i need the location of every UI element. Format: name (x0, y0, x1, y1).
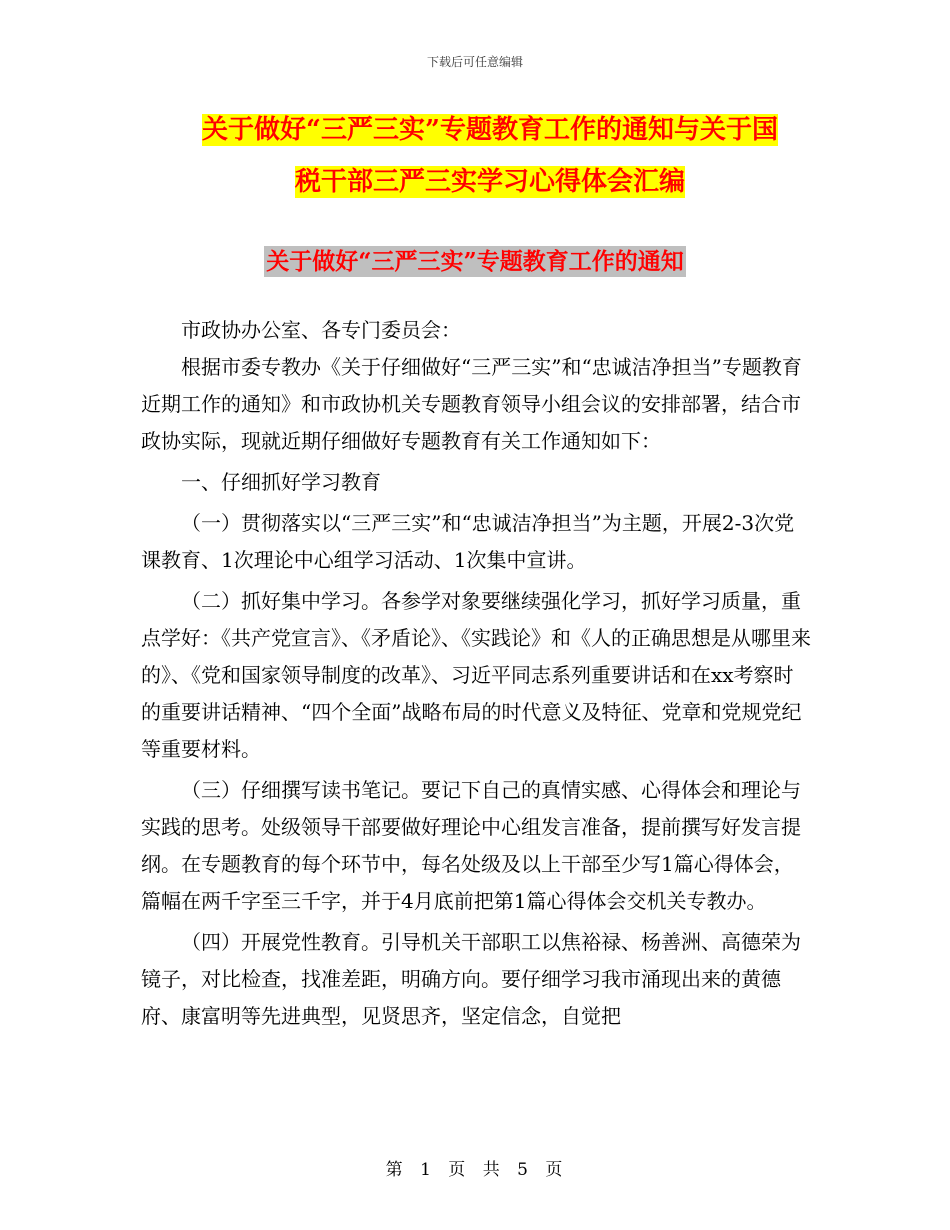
section-title-text: 关于做好“三严三实”专题教育工作的通知 (266, 248, 684, 275)
footer-label-post: 页 (545, 1160, 565, 1180)
document-title (140, 104, 840, 208)
document-title-line-1: 关于做好“三严三实”专题教育工作的通知与关于国 (202, 115, 778, 145)
footer-label-mid2: 共 (482, 1160, 502, 1180)
page-header: 下载后可任意编辑 (426, 55, 523, 69)
page-number: 1 (420, 1160, 433, 1180)
paragraph: 根据市委专教办《关于仔细做好“三严三实”和“忠诚洁净担当”专题教育近期工作的通知》和市政协机关专题教育领导小组会议的安排部署，结合市政协实际，现就近期仔细做好专题教育有关工作通知如下： (141, 355, 802, 453)
paragraph: （一）贯彻落实以“三严三实”和“忠诚洁净担当”为主题，开展2-3次党课教育、1次理论中心组学习活动、1次集中宣讲。 (141, 511, 795, 572)
document-title-line-2: 税干部三严三实学习心得体会汇编 (294, 167, 685, 197)
salutation: 市政协办公室、各专门委员会： (181, 318, 461, 342)
page-footer (0, 1155, 950, 1180)
paragraph: （三）仔细撰写读书笔记。要记下自己的真情实感、心得体会和理论与实践的思考。处级领导干部要做好理论中心组发言准备，提前撰写好发言提纲。在专题教育的每个环节中，每名处级及以上干部至少写1篇心得体会，篇幅在两千字至三千字，并于4月底前把第1篇心得体会交机关专教办。 (141, 778, 801, 913)
paragraph: （二）抓好集中学习。各参学对象要继续强化学习，抓好学习质量，重点学好：《共产党宣言》、《矛盾论》、《实践论》和《人的正确思想是从哪里来的》、《党和国家领导制度的改革》、习近平同志系列重要讲话和在xx考察时的重要讲话精神、“四个全面”战略布局的时代意义及特征、党章和党规党纪等重要材料。 (141, 589, 811, 761)
section-title (0, 243, 950, 276)
total-pages: 5 (517, 1160, 530, 1180)
paragraph: （四）开展党性教育。引导机关干部职工以焦裕禄、杨善洲、高德荣为镜子，对比检查，找准差距，明确方向。要仔细学习我市涌现出来的黄德府、康富明等先进典型，见贤思齐，坚定信念，自觉把 (141, 930, 801, 1028)
document-body (141, 312, 813, 1035)
heading-1: 一、仔细抓好学习教育 (181, 470, 381, 494)
footer-label-pre: 第 (385, 1160, 405, 1180)
footer-label-mid1: 页 (448, 1160, 468, 1180)
